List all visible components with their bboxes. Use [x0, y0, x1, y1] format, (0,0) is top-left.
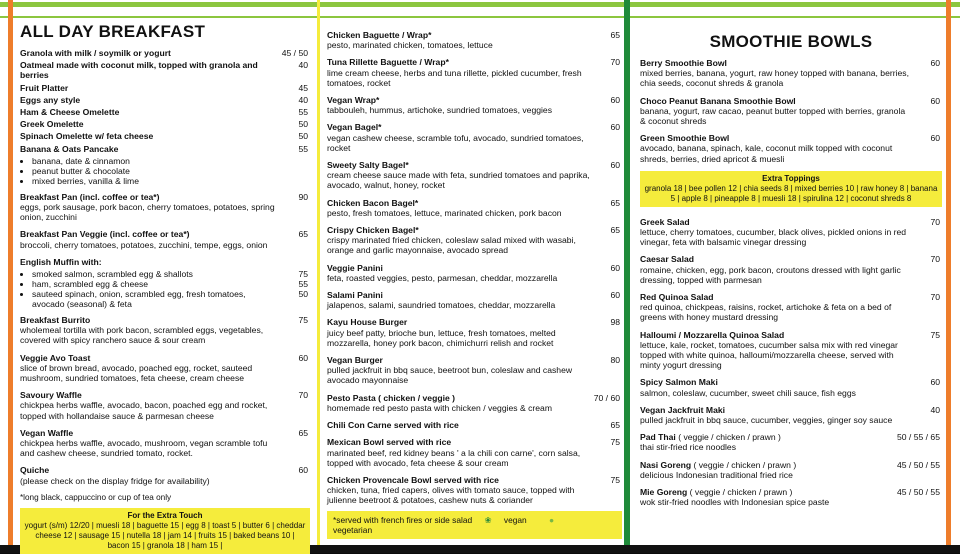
item-price: 45: [298, 82, 308, 93]
item-price: 45 / 50: [281, 48, 308, 58]
item-name: Spicy Salmon Maki: [640, 377, 718, 388]
pancake-options: [20, 156, 310, 186]
item-desc: lime cream cheese, herbs and tuna rillette, pickled cucumber, fresh tomatoes, rocket: [327, 67, 582, 88]
item-desc: vegan cashew cheese, scramble tofu, avocado, sundried tomatoes, rocket: [327, 132, 584, 153]
item-desc: (please check on the display fridge for availability): [20, 475, 210, 486]
item-desc: jalapenos, salami, saundried tomatoes, cheddar, mozzarella: [327, 300, 556, 311]
item-price: 70 / 60: [593, 392, 620, 403]
item-desc: romaine, chicken, egg, pork bacon, croutons dressed with light garlic dressing, topped with parmesan: [640, 264, 901, 285]
item-name: Tuna Rillette Baguette / Wrap*: [327, 57, 449, 68]
item-desc: avocado, banana, spinach, kale, coconut milk topped with coconut shreds, berries, dried apricot & muesli: [640, 143, 893, 164]
item-name: Caesar Salad: [640, 254, 694, 265]
item-desc: pesto, fresh tomatoes, lettuce, marinated chicken, pork bacon: [327, 207, 562, 218]
item-name: Greek Salad: [640, 216, 690, 227]
divider-2: [624, 0, 630, 553]
item-name: Green Smoothie Bowl: [640, 133, 730, 144]
item-name: Greek Omelette: [20, 119, 84, 130]
menu-item: [20, 144, 310, 154]
left-orange-stripe: [8, 0, 13, 553]
item-name: Veggie Avo Toast: [20, 352, 91, 363]
item-name: Veggie Panini: [327, 262, 383, 273]
item-price: 60: [610, 290, 620, 301]
item-price: 70: [930, 292, 940, 303]
menu-item: [20, 229, 310, 249]
menu-item: [20, 192, 310, 223]
item-name: Red Quinoa Salad: [640, 292, 714, 303]
bowls-column: [640, 18, 942, 543]
divider-1: [317, 0, 320, 553]
item-price: 65: [610, 420, 620, 431]
item-name: Breakfast Pan (incl. coffee or tea*): [20, 191, 160, 202]
menu-item: [640, 330, 942, 371]
item-price: 60: [610, 160, 620, 171]
item-name: Chili Con Carne served with rice: [327, 420, 459, 431]
menu-item: [327, 263, 622, 283]
item-price: 55: [298, 107, 308, 118]
menu-item: [327, 355, 622, 386]
sandwich-column: [327, 18, 622, 543]
item-name: Halloumi / Mozzarella Quinoa Salad: [640, 329, 785, 340]
item-desc: broccoli, cherry tomatoes, potatoes, zucchini, tempe, eggs, onion: [20, 239, 268, 250]
extra-touch-title: For the Extra Touch: [127, 510, 203, 520]
item-price: 60: [610, 262, 620, 273]
item-name: Eggs any style: [20, 94, 81, 105]
menu-item: [640, 460, 942, 480]
pancake-option: • peanut butter & chocolate: [32, 166, 310, 176]
item-name: Vegan Wrap*: [327, 95, 380, 106]
item-price: 60: [930, 133, 940, 144]
item-name: Crispy Chicken Bagel*: [327, 225, 419, 236]
item-desc: delicious Indonesian traditional fried rice: [640, 469, 793, 480]
vegan-legend: ❀ vegan: [484, 515, 527, 525]
item-desc: pulled jackfruit in bbq sauce, cucumber, veggies, ginger soy sauce: [640, 415, 893, 426]
muffin-option: [32, 269, 310, 279]
item-name: Vegan Jackfruit Maki: [640, 404, 726, 415]
item-name: Pad Thai: [640, 432, 676, 443]
item-price: 60: [610, 95, 620, 106]
item-name: Oatmeal made with coconut milk, topped with granola and berries: [20, 60, 258, 81]
menu-item: [640, 58, 942, 89]
top-green-stripe: [0, 2, 960, 7]
item-desc: eggs, pork sausage, pork bacon, cherry tomatoes, potatoes, spring onion, zucchini: [20, 202, 275, 223]
item-desc: cream cheese sauce made with feta, sundried tomatoes and paprika, avocado, walnut, honey, rocket: [327, 170, 590, 191]
menu-item: [20, 315, 310, 346]
item-name: Salami Panini: [327, 290, 383, 301]
item-name: Kayu House Burger: [327, 317, 408, 328]
item-price: 60: [298, 465, 308, 476]
menu-item: [20, 119, 310, 129]
item-price: 65: [610, 225, 620, 236]
item-price: 75: [930, 329, 940, 340]
vegetarian-legend: ● vegetarian: [333, 515, 555, 535]
item-name: Nasi Goreng: [640, 459, 692, 470]
item-price: 50: [298, 131, 308, 142]
menu-item: [20, 390, 310, 421]
muffin-option-price: 75: [298, 269, 308, 280]
item-price: 50 / 55 / 65: [896, 432, 940, 443]
item-desc: feta, roasted veggies, pesto, parmesan, cheddar, mozzarella: [327, 272, 558, 283]
item-desc: pesto, marinated chicken, tomatoes, lettuce: [327, 40, 493, 51]
item-name: Vegan Waffle: [20, 427, 74, 438]
item-price: 75: [610, 437, 620, 448]
extra-toppings-title: Extra Toppings: [762, 173, 820, 183]
menu-item: [20, 95, 310, 105]
menu-item: [640, 377, 942, 397]
item-desc: chicken, tuna, fried capers, olives with tomato sauce, topped with julienne beetroot & potatoes, cashew nuts & coriander: [327, 485, 575, 506]
menu-item: [20, 257, 310, 267]
item-name: Mie Goreng: [640, 487, 688, 498]
item-name: Chicken Provencale Bowl served with rice: [327, 474, 499, 485]
item-name: Spinach Omelette w/ feta cheese: [20, 131, 154, 142]
legend-bar: [327, 511, 622, 539]
item-price: 40: [930, 404, 940, 415]
menu-item: [327, 160, 622, 191]
menu-item: [20, 107, 310, 117]
legend-note: *served with french fires or side salad: [333, 515, 473, 525]
item-price: 70: [930, 216, 940, 227]
menu-item: [327, 290, 622, 310]
item-options: ( veggie / chicken / prawn ): [693, 459, 797, 470]
item-price: 80: [610, 355, 620, 366]
item-name: Mexican Bowl served with rice: [327, 437, 452, 448]
vegetarian-bottle-icon: ●: [549, 515, 555, 525]
item-price: 40: [298, 94, 308, 105]
item-price: 98: [610, 317, 620, 328]
item-desc: chickpea herbs waffle, avocado, bacon, poached egg and rocket, topped with hollandaise sauce & parmesan cheese: [20, 400, 268, 421]
pancake-option: • banana, date & cinnamon: [32, 156, 310, 166]
item-name: Pesto Pasta ( chicken / veggie ): [327, 392, 455, 403]
item-price: 75: [298, 315, 308, 326]
item-desc: lettuce, kale, rocket, tomatoes, cucumber salsa mix with red vinegar topped with white quinoa, halloumi/mozzarella cheese, served with minty yogurt dressing: [640, 339, 898, 371]
vegan-leaf-icon: ❀: [484, 515, 492, 525]
menu-item: [20, 465, 310, 485]
menu-item: [640, 254, 942, 285]
menu-item: [640, 432, 942, 452]
menu-item: [20, 428, 310, 459]
item-price: 70: [930, 254, 940, 265]
item-name: Breakfast Pan Veggie (incl. coffee or tea*): [20, 229, 190, 240]
item-desc: chickpea herbs waffle, avocado, mushroom, vegan scramble tofu and cashew cheese, sundried tomato, rocket.: [20, 438, 268, 459]
item-desc: wok stir-fried noodles with Indonesian spice paste: [640, 497, 830, 508]
item-name: Quiche: [20, 465, 50, 476]
item-price: 45 / 50 / 55: [896, 487, 940, 498]
menu-item: [327, 122, 622, 153]
item-desc: tabbouleh, hummus, artichoke, sundried tomatoes, veggies: [327, 105, 552, 116]
menu-item: [20, 60, 310, 80]
item-name: English Muffin with:: [20, 256, 102, 267]
item-price: 90: [298, 191, 308, 202]
muffin-option-price: 55: [298, 279, 308, 290]
item-price: 50: [298, 119, 308, 130]
item-desc: slice of brown bread, avocado, poached egg, rocket, sauteed mushroom, sundried tomatoes, feta cheese, cream cheese: [20, 362, 253, 384]
item-name: Banana & Oats Pancake: [20, 143, 119, 154]
item-desc: salmon, coleslaw, cucumber, sweet chili sauce, fish eggs: [640, 387, 856, 398]
item-price: 75: [610, 474, 620, 485]
item-price: 65: [298, 427, 308, 438]
item-price: 70: [610, 57, 620, 68]
menu-item: [327, 437, 622, 468]
menu-item: [640, 292, 942, 323]
item-price: 65: [298, 229, 308, 240]
menu-item: [640, 487, 942, 507]
item-price: 65: [610, 197, 620, 208]
footnote: *long black, cappuccino or cup of tea only: [20, 492, 172, 502]
item-desc: red quinoa, chickpeas, raisins, rocket, artichoke & feta on a bed of greens with honey mustard dressing: [640, 302, 892, 323]
item-name: Fruit Platter: [20, 82, 69, 93]
menu-item: [327, 393, 622, 413]
menu-item: [327, 475, 622, 506]
menu-item: [327, 30, 622, 50]
item-name: Vegan Burger: [327, 355, 383, 366]
muffin-option-price: 50: [298, 289, 308, 300]
menu-item: [640, 96, 942, 127]
item-name: Vegan Bagel*: [327, 122, 382, 133]
item-desc: wholemeal tortilla with pork bacon, scrambled eggs, vegetables, covered with spicy ranchero sauce & sour cream: [20, 325, 264, 346]
item-price: 40: [298, 60, 308, 71]
item-price: 70: [298, 390, 308, 401]
menu-item: [327, 420, 622, 430]
item-name: Berry Smoothie Bowl: [640, 58, 727, 68]
item-name: Ham & Cheese Omelette: [20, 107, 120, 118]
item-desc: marinated beef, red kidney beans ' a la chili con carne', corn salsa, topped with avocado, feta cheese & sour cream: [327, 447, 581, 468]
item-price: 55: [298, 143, 308, 154]
muffin-option: [32, 279, 310, 289]
item-name: Breakfast Burrito: [20, 315, 91, 326]
item-price: 45 / 50 / 55: [896, 459, 940, 470]
item-price: 60: [298, 352, 308, 363]
item-name: Choco Peanut Banana Smoothie Bowl: [640, 95, 796, 106]
item-desc: lettuce, cherry tomatoes, cucumber, black olives, pickled onions in red vinegar, feta with balsamic vinegar dressing: [640, 227, 907, 248]
item-price: 60: [930, 58, 940, 68]
menu-item: [327, 95, 622, 115]
item-desc: juicy beef patty, brioche bun, lettuce, fresh tomatoes, melted mozzarella, honey pork bacon, chimichurri relish and rocket: [327, 327, 556, 348]
item-price: 65: [610, 30, 620, 40]
item-name: Sweety Salty Bagel*: [327, 160, 409, 171]
muffin-option-text: sauteed spinach, onion, scrambled egg, fresh tomatoes, avocado (seasonal) & feta: [32, 289, 246, 310]
menu-item: [640, 217, 942, 248]
extra-touch-text: yogurt (s/m) 12/20 | muesli 18 | baguette 15 | egg 8 | toast 5 | butter 6 | cheddar cheese 12 | sausage 15 | nutella 18 | jam 14 | fruits 15 | baked beans 10 | bacon 15 | granola 18 | ham 15 |: [24, 520, 306, 550]
item-desc: crispy marinated fried chicken, coleslaw salad mixed with wasabi, orange and garlic mayonnaise, avocado spread: [327, 235, 576, 256]
item-name: Savoury Waffle: [20, 390, 82, 401]
menu-item: [640, 405, 942, 425]
menu-item: [20, 83, 310, 93]
menu-item: [20, 48, 310, 58]
item-price: 60: [930, 95, 940, 106]
item-desc: homemade red pesto pasta with chicken / veggies & cream: [327, 402, 552, 413]
menu-item: [640, 133, 942, 164]
item-options: ( veggie / chicken / prawn ): [689, 487, 793, 498]
item-name: Granola with milk / soymilk or yogurt: [20, 48, 171, 58]
section-title-breakfast: ALL DAY BREAKFAST: [20, 22, 206, 41]
muffin-option-text: ham, scrambled egg & cheese: [32, 279, 149, 290]
extra-toppings-text: granola 18 | bee pollen 12 | chia seeds 8 | mixed berries 10 | raw honey 8 | banana 5 | apple 8 | pineapple 8 | muesli 18 | spirulina 12 | coconut shreds 8: [644, 183, 938, 203]
item-desc: banana, yogurt, raw cacao, peanut butter topped with berries, granola & coconut shreds: [640, 105, 906, 127]
item-desc: mixed berries, banana, yogurt, raw honey topped with banana, berries, chia seeds, coconut shreds & granola: [640, 68, 909, 89]
item-name: Chicken Baguette / Wrap*: [327, 30, 432, 40]
extra-touch-box: [20, 508, 310, 554]
item-options: ( veggie / chicken / prawn ): [678, 432, 781, 443]
menu-item: [20, 353, 310, 384]
section-title-smoothie: SMOOTHIE BOWLS: [709, 32, 873, 51]
extra-toppings-box: [640, 171, 942, 207]
item-price: 60: [930, 377, 940, 388]
item-name: Chicken Bacon Bagel*: [327, 197, 419, 208]
menu-item: [327, 225, 622, 256]
menu-item: [20, 131, 310, 141]
item-price: 60: [610, 122, 620, 133]
pancake-option: • mixed berries, vanilla & lime: [32, 176, 310, 186]
muffin-option: [32, 289, 310, 309]
menu-item: [327, 198, 622, 218]
item-desc: pulled jackfruit in bbq sauce, beetroot bun, coleslaw and cashew avocado mayonnaise: [327, 365, 573, 386]
menu-item: [327, 317, 622, 348]
menu-item: [327, 57, 622, 88]
muffin-option-text: smoked salmon, scrambled egg & shallots: [32, 269, 193, 280]
muffin-options: [20, 269, 310, 309]
item-desc: thai stir-fried rice noodles: [640, 442, 737, 453]
right-orange-stripe: [946, 0, 951, 553]
breakfast-column: [20, 18, 310, 550]
